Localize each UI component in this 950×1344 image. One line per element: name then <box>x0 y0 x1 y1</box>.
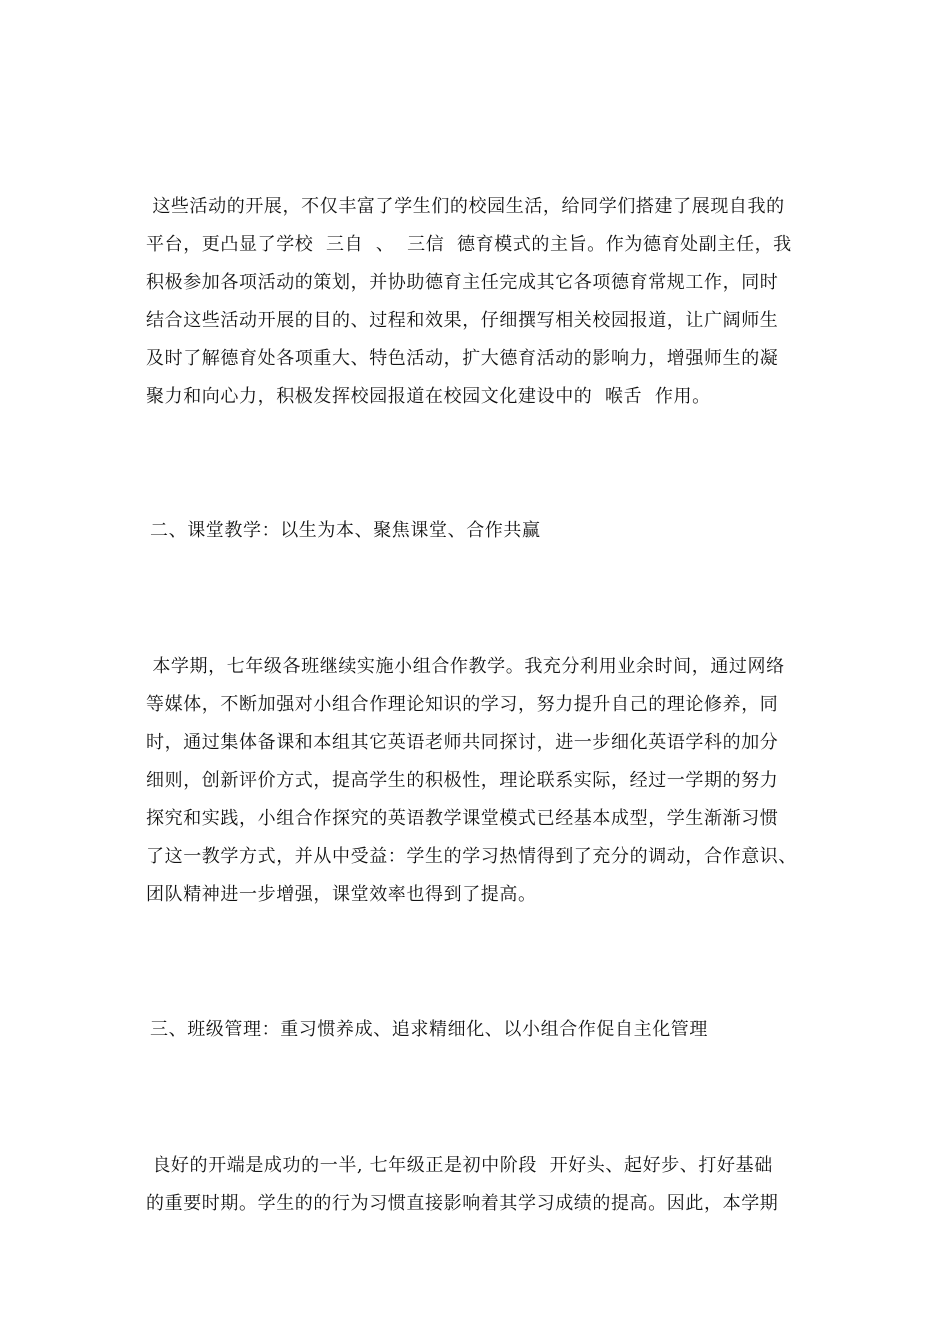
paragraph-line: 细则，创新评价方式，提高学生的积极性，理论联系实际，经过一学期的努力 <box>146 770 779 791</box>
paragraph-line: 的重要时期。学生的的行为习惯直接影响着其学习成绩的提高。因此，本学期 <box>146 1193 779 1214</box>
paragraph-line: 结合这些活动开展的目的、过程和效果，仔细撰写相关校园报道，让广阔师生 <box>146 310 779 331</box>
paragraph-line: 这些活动的开展，不仅丰富了学生们的校园生活，给同学们搭建了展现自我的 <box>146 196 785 217</box>
paragraph-line: 团队精神进一步增强，课堂效率也得到了提高。 <box>146 884 537 905</box>
paragraph-line: 探究和实践，小组合作探究的英语教学课堂模式已经基本成型，学生渐渐习惯 <box>146 808 779 829</box>
paragraph-line: 聚力和向心力，积极发挥校园报道在校园文化建设中的 喉舌 作用。 <box>146 386 711 407</box>
paragraph-line: 良好的开端是成功的一半, 七年级正是初中阶段 开好头、起好步、打好基础 <box>146 1155 773 1176</box>
paragraph-line: 及时了解德育处各项重大、特色活动，扩大德育活动的影响力，增强师生的凝 <box>146 348 779 369</box>
paragraph-line: 积极参加各项活动的策划，并协助德育主任完成其它各项德育常规工作，同时 <box>146 272 779 293</box>
paragraph-line: 等媒体，不断加强对小组合作理论知识的学习，努力提升自己的理论修养，同 <box>146 694 779 715</box>
paragraph-line: 本学期，七年级各班继续实施小组合作教学。我充分利用业余时间，通过网络 <box>146 656 785 677</box>
paragraph-line: 平台，更凸显了学校 三自 、 三信 德育模式的主旨。作为德育处副主任，我 <box>146 234 792 255</box>
paragraph-line: 时，通过集体备课和本组其它英语老师共同探讨，进一步细化英语学科的加分 <box>146 732 779 753</box>
section-heading-classroom-teaching: 二、课堂教学：以生为本、聚焦课堂、合作共赢 <box>150 520 541 541</box>
section-heading-class-management: 三、班级管理：重习惯养成、追求精细化、以小组合作促自主化管理 <box>150 1019 708 1040</box>
paragraph-line: 了这一教学方式，并从中受益：学生的学习热情得到了充分的调动，合作意识、 <box>146 846 797 867</box>
